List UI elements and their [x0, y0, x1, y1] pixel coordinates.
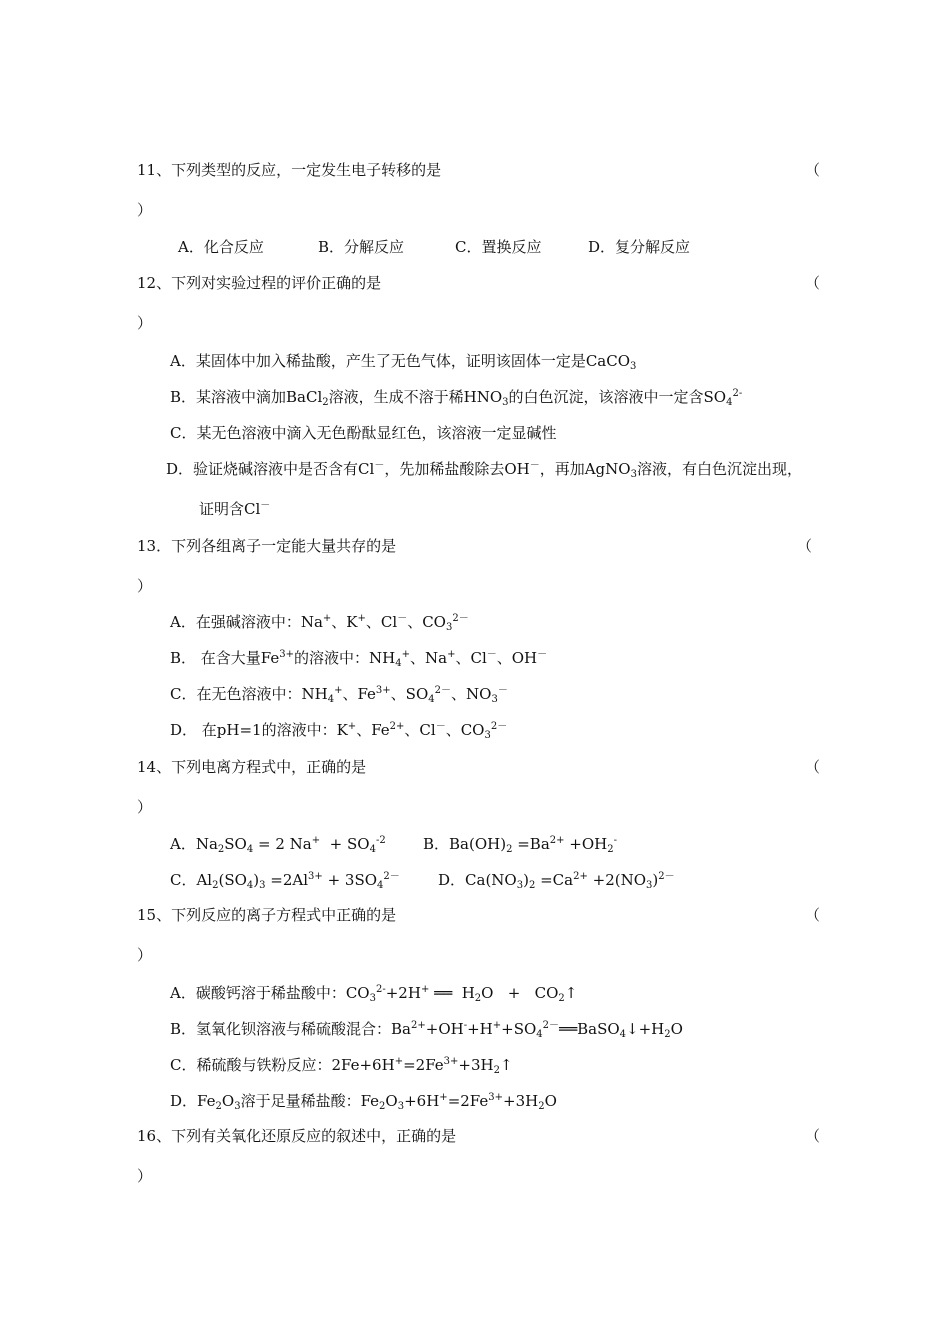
option-d-continued: 证明含Cl－: [199, 500, 271, 518]
option-c: C．置换反应: [455, 238, 542, 256]
answer-paren-close: ）: [137, 946, 153, 964]
option-d: D．$Fe_2O_3$溶于足量稀盐酸：$Fe_2O_3+6H^+=2Fe^{3+}+3H_2O$: [170, 1092, 557, 1112]
answer-paren-open: （: [805, 758, 821, 776]
answer-paren-close: ）: [137, 577, 153, 595]
option-c: C．稀硫酸与铁粉反应：$2Fe+6H^+=2Fe^{3+}+3H_2↑$: [170, 1056, 513, 1076]
option-b: B． 在含大量$Fe^{3+}$的溶液中：$NH_4^+$、Na+、Cl－、OH－: [170, 649, 548, 669]
answer-paren-open: （: [805, 274, 821, 292]
answer-paren-close: ）: [137, 201, 153, 219]
answer-paren-open: （: [797, 537, 813, 555]
option-a: A．化合反应: [178, 238, 264, 256]
option-d: D．复分解反应: [588, 238, 691, 256]
option-d: D．$Ca(NO_3)_2 =Ca^{2+} +2(NO_3)^{2-}$: [438, 871, 675, 891]
question-14-stem: 14、下列电离方程式中，正确的是: [137, 758, 367, 776]
option-d: D．验证烧碱溶液中是否含有Cl－，先加稀盐酸除去OH－，再加AgNO$_3$溶液，有白色沉淀出现，: [166, 460, 802, 480]
answer-paren-close: ）: [137, 314, 153, 332]
option-a: A．在强碱溶液中：Na+、K+、Cl－、$CO_3^{2-}$: [170, 613, 469, 633]
option-c: C．某无色溶液中滴入无色酚酞显红色，该溶液一定显碱性: [170, 424, 557, 442]
answer-paren-open: （: [805, 1127, 821, 1145]
option-a: A．某固体中加入稀盐酸，产生了无色气体，证明该固体一定是CaCO$_3$: [170, 352, 637, 372]
question-15-stem: 15、下列反应的离子方程式中正确的是: [137, 906, 397, 924]
answer-paren-open: （: [805, 161, 821, 179]
option-c: C．在无色溶液中：$NH_4^+$、$Fe^{3+}$、$SO_4^{2-}$、$NO_3^-$: [170, 685, 508, 705]
option-b: B．氢氧化钡溶液与稀硫酸混合：$Ba^{2+}+OH^-+H^++SO_4^{2-}══BaSO_4↓+H_2O$: [170, 1020, 683, 1040]
question-16-stem: 16、下列有关氧化还原反应的叙述中，正确的是: [137, 1127, 457, 1145]
option-c: C．$Al_2(SO_4)_3 =2Al^{3+} + 3SO_4^{2-}$: [170, 871, 400, 891]
option-d: D． 在pH=1的溶液中：K+、$Fe^{2+}$、Cl－、$CO_3^{2-}$: [170, 721, 508, 741]
option-b: B．某溶液中滴加BaCl$_2$溶液，生成不溶于稀$HNO_3$的白色沉淀，该溶液中一定含$SO_4^{2-}$: [170, 388, 743, 408]
question-13-stem: 13．下列各组离子一定能大量共存的是: [137, 537, 397, 555]
question-12-stem: 12、下列对实验过程的评价正确的是: [137, 274, 382, 292]
answer-paren-close: ）: [137, 1167, 153, 1185]
answer-paren-open: （: [805, 906, 821, 924]
option-a: A．碳酸钙溶于稀盐酸中：$CO_3^{2-}+2H^+$ ══ $H_2O$ + $CO_2↑$: [170, 984, 578, 1004]
option-a: A．$Na_2SO_4 = 2$ $Na^+ + SO_4^{-2}$: [170, 835, 386, 855]
answer-paren-close: ）: [137, 798, 153, 816]
option-b: B．分解反应: [318, 238, 405, 256]
option-b: B．$Ba(OH)_2 =Ba^{2+} +OH_2^-$: [423, 835, 617, 855]
question-11-stem: 11、下列类型的反应，一定发生电子转移的是: [137, 161, 442, 179]
